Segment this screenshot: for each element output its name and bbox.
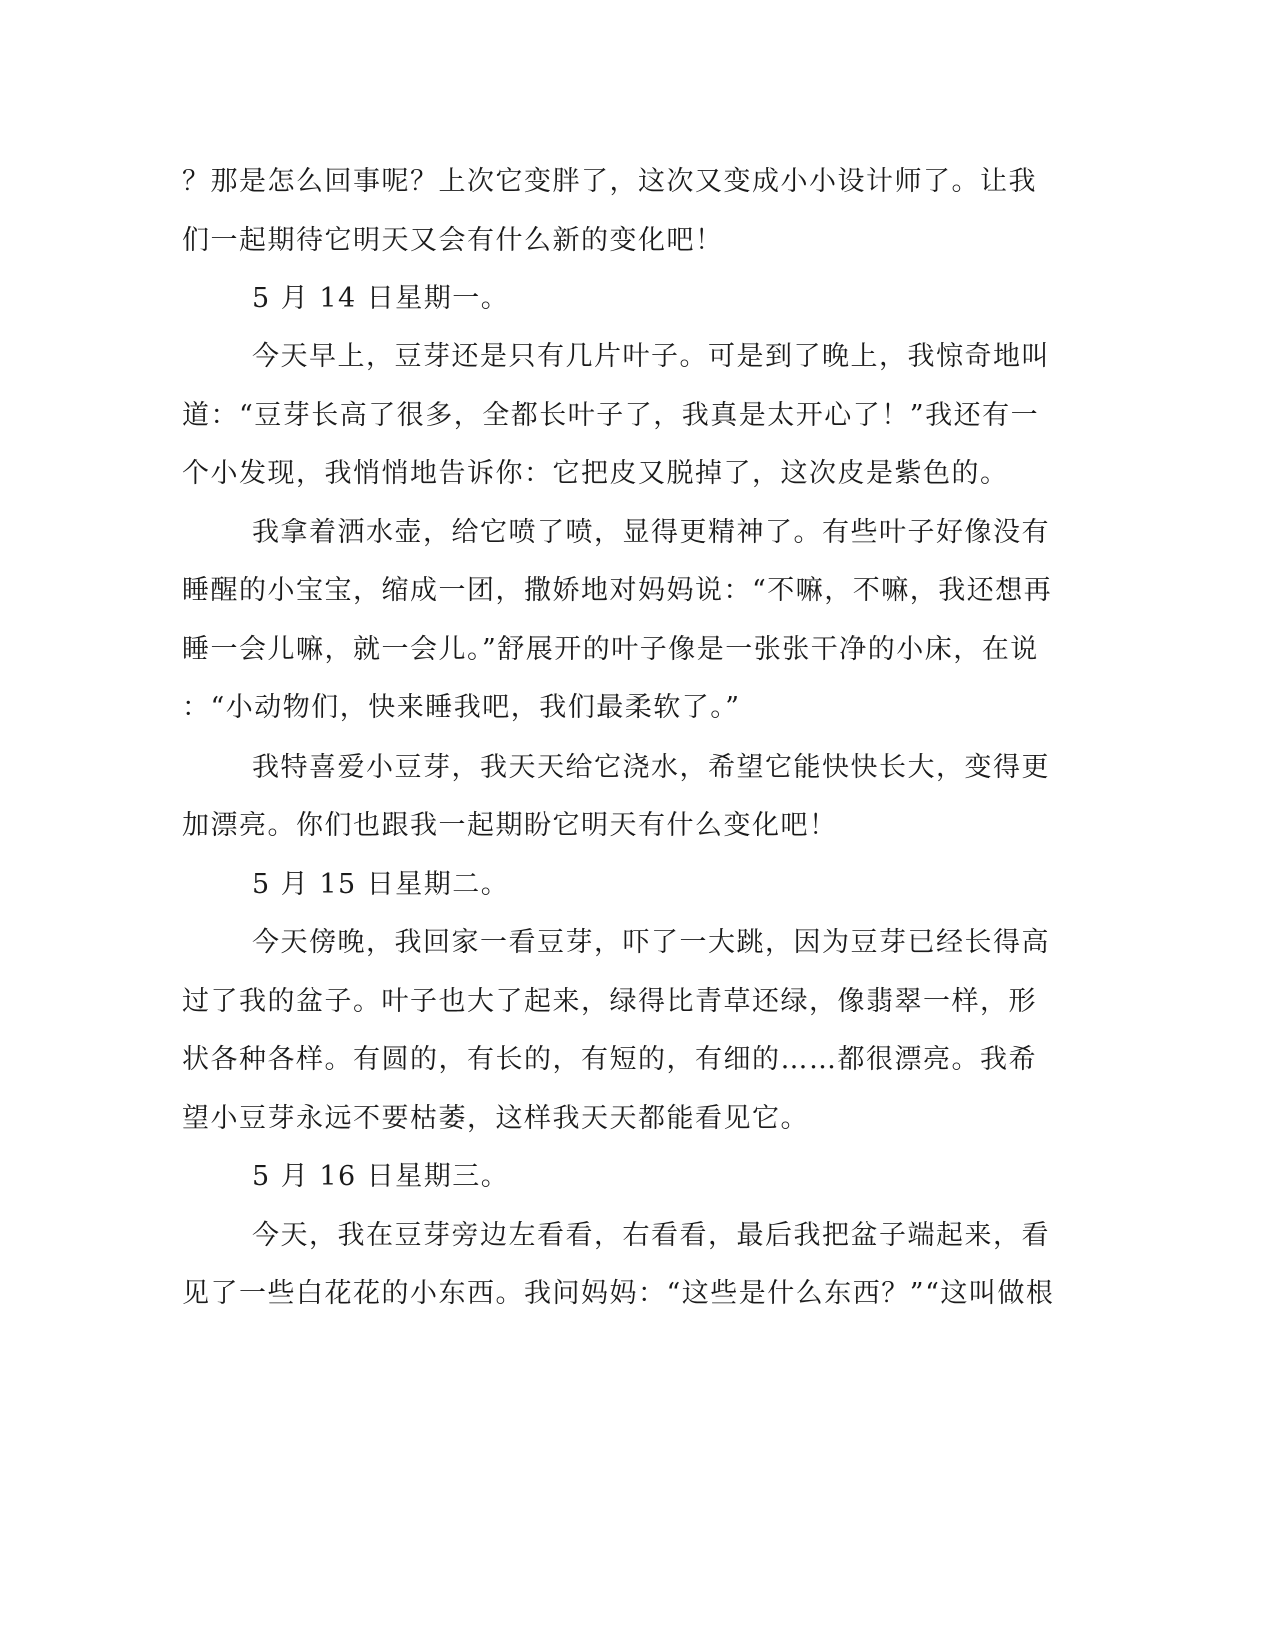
- date-heading: 5 月 15 日星期二。: [252, 869, 510, 900]
- text-line: 加漂亮。你们也跟我一起期盼它明天有什么变化吧！: [182, 810, 838, 841]
- paragraph-start: 今天，我在豆芽旁边左看看，右看看，最后我把盆子端起来，看: [252, 1220, 1050, 1251]
- text-line: 个小发现，我悄悄地告诉你：它把皮又脱掉了，这次皮是紫色的。: [182, 458, 1009, 489]
- paragraph-start: 今天傍晚，我回家一看豆芽，吓了一大跳，因为豆芽已经长得高: [252, 927, 1050, 958]
- date-heading: 5 月 16 日星期三。: [252, 1161, 510, 1192]
- text-line: 们一起期待它明天又会有什么新的变化吧！: [182, 225, 724, 256]
- text-line: 睡一会儿嘛，就一会儿。”舒展开的叶子像是一张张干净的小床，在说: [182, 634, 1039, 665]
- paragraph-start: 我特喜爱小豆芽，我天天给它浇水，希望它能快快长大，变得更: [252, 752, 1050, 783]
- paragraph-start: 我拿着洒水壶，给它喷了喷，显得更精神了。有些叶子好像没有: [252, 517, 1050, 548]
- text-line: 状各种各样。有圆的，有长的，有短的，有细的……都很漂亮。我希: [182, 1044, 1037, 1075]
- date-heading: 5 月 14 日星期一。: [252, 283, 510, 314]
- text-line: 望小豆芽永远不要枯萎，这样我天天都能看见它。: [182, 1103, 809, 1134]
- text-line: ：“小动物们，快来睡我吧，我们最柔软了。”: [182, 692, 741, 723]
- paragraph-start: 今天早上，豆芽还是只有几片叶子。可是到了晚上，我惊奇地叫: [252, 341, 1050, 372]
- text-line: ？那是怎么回事呢？上次它变胖了，这次又变成小小设计师了。让我: [182, 166, 1037, 197]
- text-line: 道：“豆芽长高了很多，全都长叶子了，我真是太开心了！”我还有一: [182, 400, 1040, 431]
- text-line: 睡醒的小宝宝，缩成一团，撒娇地对妈妈说：“不嘛，不嘛，我还想再: [182, 575, 1053, 606]
- text-line: 过了我的盆子。叶子也大了起来，绿得比青草还绿，像翡翠一样，形: [182, 986, 1037, 1017]
- text-line: 见了一些白花花的小东西。我问妈妈：“这些是什么东西？”“这叫做根: [182, 1278, 1055, 1309]
